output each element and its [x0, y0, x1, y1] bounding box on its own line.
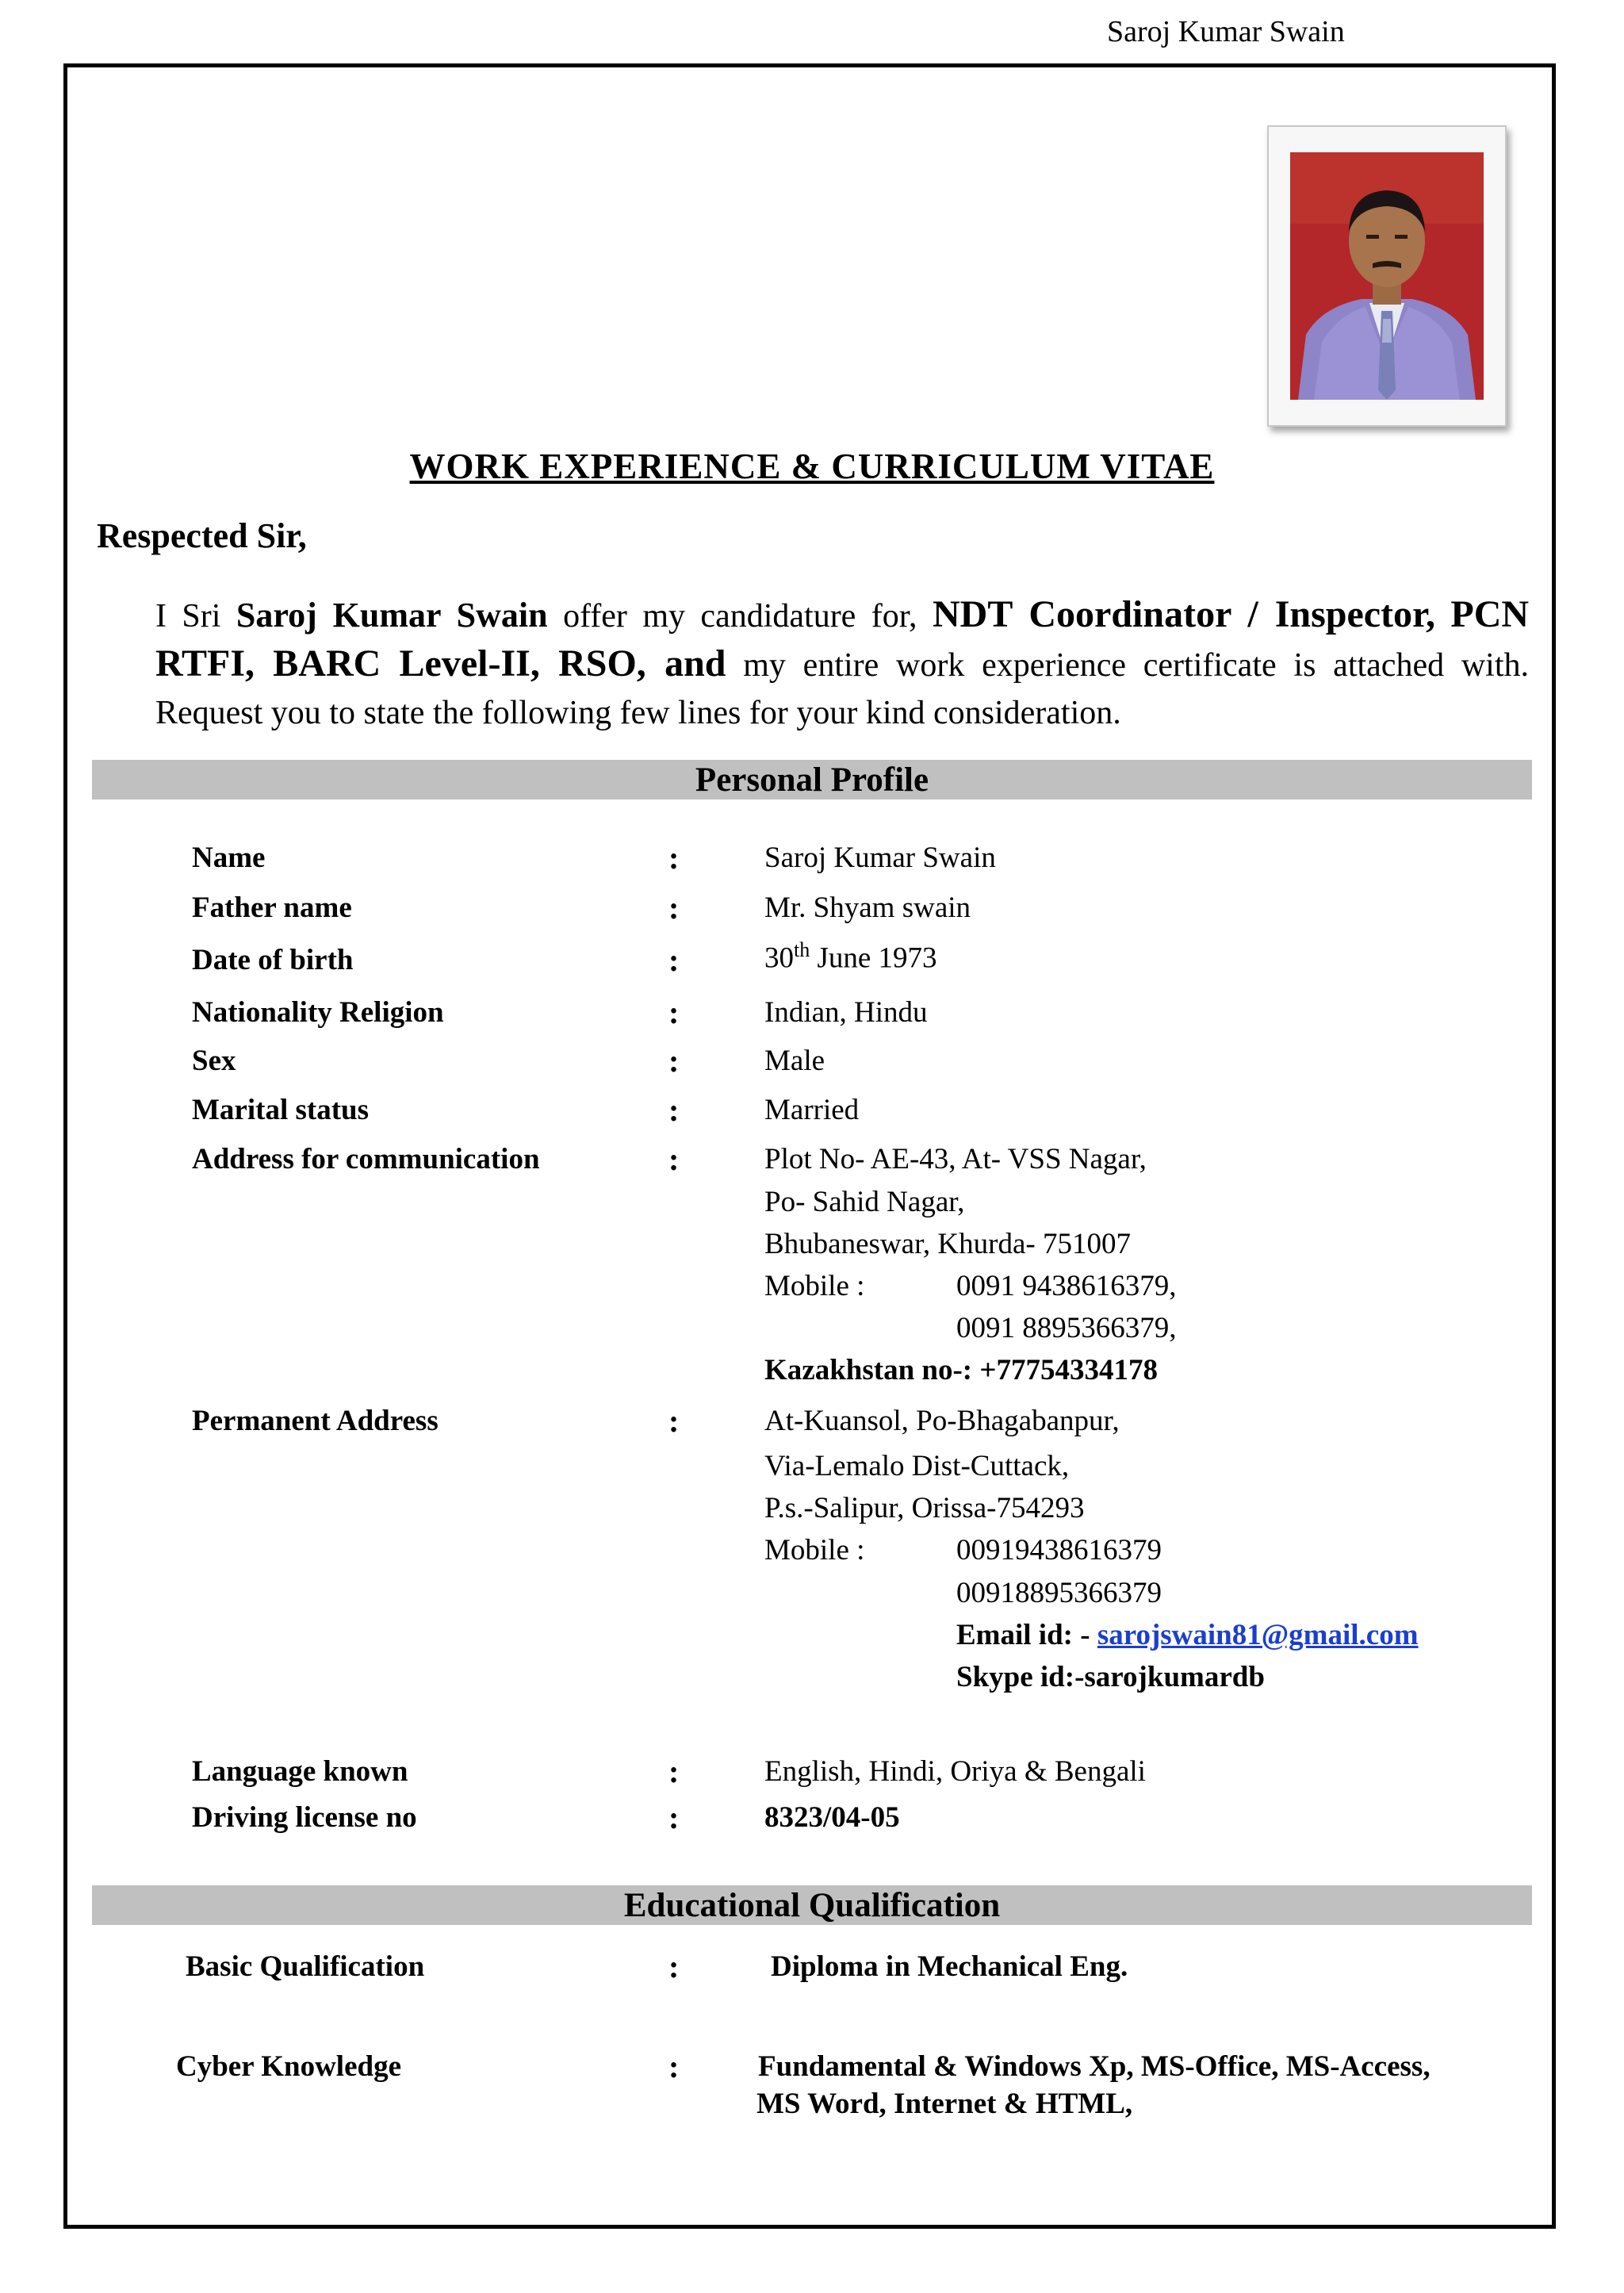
perm-address-line-1: At-Kuansol, Po-Bhagabanpur, — [764, 1405, 1120, 1437]
skype-id: Skype id:-sarojkumardb — [956, 1661, 1265, 1693]
comm-address-line-2: Po- Sahid Nagar, — [764, 1186, 965, 1218]
value-date-of-birth — [764, 938, 937, 975]
portrait-illustration — [1290, 152, 1484, 400]
colon: : — [668, 995, 680, 1030]
perm-address-line-3: P.s.-Salipur, Orissa-754293 — [764, 1492, 1085, 1524]
colon: : — [668, 1092, 680, 1128]
label-father-name: Father name — [192, 892, 352, 924]
section-heading-personal-profile: Personal Profile — [92, 760, 1532, 799]
salutation: Respected Sir, — [97, 516, 307, 555]
colon: : — [668, 890, 680, 926]
comm-address-line-1: Plot No- AE-43, At- VSS Nagar, — [764, 1143, 1147, 1175]
colon: : — [668, 1754, 680, 1789]
intro-role: NDT Coordinator / Inspector, — [932, 593, 1435, 635]
dob-day: 30 — [764, 941, 794, 975]
perm-mobile-1: 00919438616379 — [956, 1534, 1162, 1566]
label-sex: Sex — [192, 1045, 236, 1077]
label-address-communication: Address for communication — [192, 1143, 540, 1175]
section-heading-education: Educational Qualification — [92, 1885, 1532, 1925]
label-nationality-religion: Nationality Religion — [192, 996, 444, 1029]
value-driving-license: 8323/04-05 — [764, 1801, 900, 1834]
colon: : — [668, 1141, 680, 1177]
value-name: Saroj Kumar Swain — [764, 842, 996, 874]
colon: : — [668, 942, 680, 978]
label-marital-status: Marital status — [192, 1094, 369, 1126]
label-permanent-address: Permanent Address — [192, 1405, 439, 1437]
perm-mobile-2: 00918895366379 — [956, 1577, 1162, 1609]
colon: : — [668, 1043, 680, 1079]
intro-certifications: PCN RTFI, BARC Level-II, RSO, and — [155, 593, 1530, 684]
label-driving-license: Driving license no — [192, 1801, 417, 1834]
cyber-knowledge-line-2: MS Word, Internet & HTML, — [756, 2088, 1133, 2120]
value-basic-qualification: Diploma in Mechanical Eng. — [771, 1950, 1128, 1983]
colon: : — [668, 1949, 680, 1984]
colon: : — [668, 2049, 680, 2084]
email-label: Email id: - — [956, 1619, 1090, 1651]
document-title: WORK EXPERIENCE & CURRICULUM VITAE — [409, 447, 1215, 486]
value-father-name: Mr. Shyam swain — [764, 892, 971, 924]
intro-text-3: my entire work experience certificate is attached with. Request you to state the following few lines for your kind consideration. — [155, 647, 1530, 731]
label-date-of-birth: Date of birth — [192, 944, 354, 976]
intro-name: Saroj Kumar Swain — [236, 596, 548, 635]
kazakhstan-number: Kazakhstan no-: +77754334178 — [764, 1354, 1158, 1386]
running-header-name: Saroj Kumar Swain — [1107, 15, 1345, 48]
profile-photo-frame — [1267, 125, 1507, 427]
comm-mobile-1: 0091 9438616379, — [956, 1270, 1177, 1302]
dob-suffix: th — [794, 938, 810, 961]
intro-text-1: I Sri — [155, 598, 221, 635]
value-nationality-religion: Indian, Hindu — [764, 996, 928, 1029]
label-cyber-knowledge: Cyber Knowledge — [176, 2050, 402, 2083]
intro-text-2: offer my candidature for, — [563, 598, 917, 635]
comm-mobile-2: 0091 8895366379, — [956, 1312, 1177, 1344]
colon: : — [668, 1800, 680, 1835]
profile-photo — [1290, 152, 1484, 400]
email-link[interactable]: sarojswain81@gmail.com — [1097, 1619, 1419, 1651]
label-basic-qualification: Basic Qualification — [186, 1950, 425, 1983]
comm-address-line-3: Bhubaneswar, Khurda- 751007 — [764, 1228, 1131, 1260]
cyber-knowledge-line-1: Fundamental & Windows Xp, MS-Office, MS-Access, — [758, 2050, 1431, 2083]
value-language-known: English, Hindi, Oriya & Bengali — [764, 1755, 1146, 1788]
comm-mobile-label: Mobile : — [764, 1270, 865, 1302]
dob-month-year: June 1973 — [817, 941, 937, 975]
perm-mobile-label: Mobile : — [764, 1534, 865, 1566]
value-sex: Male — [764, 1045, 825, 1077]
label-language-known: Language known — [192, 1755, 408, 1788]
colon: : — [668, 840, 680, 876]
perm-address-line-2: Via-Lemalo Dist-Cuttack, — [764, 1450, 1070, 1482]
email-row — [956, 1618, 1419, 1652]
colon: : — [668, 1403, 680, 1439]
value-marital-status: Married — [764, 1094, 860, 1126]
label-name: Name — [192, 842, 266, 874]
intro-paragraph — [155, 591, 1529, 737]
